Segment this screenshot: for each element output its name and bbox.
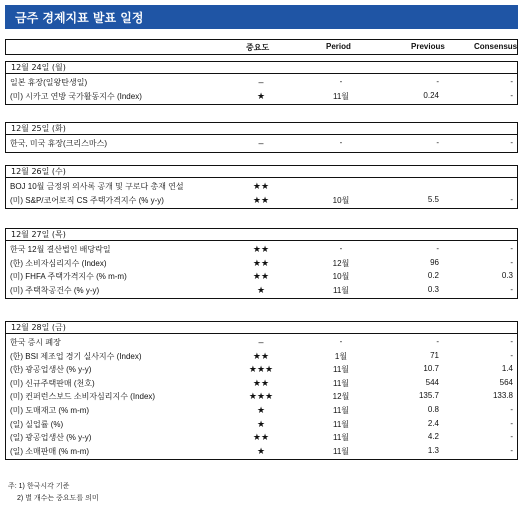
consensus-cell: 0.3 [501,271,513,281]
previous-cell: 10.7 [423,364,439,374]
previous-cell: 2.4 [427,418,439,428]
table-header [5,39,518,55]
previous-cell: - [436,337,439,346]
period-cell: 1월 [334,351,348,361]
header-previous: Previous [411,42,445,51]
importance-stars: – [258,77,264,87]
period-cell: 11월 [332,365,350,375]
importance-stars: ★★ [252,377,270,388]
importance-stars: – [258,138,264,148]
previous-cell: 0.2 [427,271,439,281]
footnote-1: 주: 1) 한국시각 기준 [8,483,70,490]
period-cell: 11월 [332,419,350,429]
table-row [6,91,517,102]
importance-stars: ★★ [252,181,270,191]
consensus-cell: - [510,337,513,346]
previous-cell: - [436,244,439,253]
table-row [6,378,517,389]
consensus-cell: 1.4 [501,364,513,374]
header-consensus: Consensus [474,42,518,51]
table-row [6,364,517,375]
day-date: 12월 27일 (목) [11,230,66,239]
previous-cell: 0.8 [427,405,439,414]
importance-stars: ★★ [252,257,270,268]
importance-stars: ★ [256,445,266,456]
day-section [5,228,518,299]
day-date: 12월 24일 (월) [11,63,66,72]
header-importance: 중요도 [246,43,270,52]
table-row [6,405,517,416]
previous-cell: 135.7 [418,391,439,401]
event-name: (일) 광공업생산 (% y-y) [10,433,92,443]
day-section [5,122,518,153]
consensus-cell: - [510,244,513,253]
title-bar [5,5,518,29]
previous-cell: 0.24 [423,90,439,100]
consensus-cell: - [510,257,513,267]
importance-stars: ★ [256,90,266,101]
period-cell: 12월 [332,392,350,402]
consensus-cell: - [510,350,513,360]
importance-stars: ★★★ [248,391,274,402]
event-name: (미) S&P/코어로직 CS 주택가격지수 (% y-y) [10,195,164,205]
table-row [6,285,517,296]
importance-stars: ★ [256,405,266,415]
table-row [6,181,517,192]
consensus-cell: 133.8 [492,391,513,401]
event-name: (미) 시카고 연방 국가활동지수 (Index) [10,91,142,101]
day-header [6,62,517,74]
period-cell: 11월 [332,91,350,101]
previous-cell: 71 [430,350,439,360]
period-cell: - [339,337,343,346]
period-cell: 11월 [332,406,350,415]
event-name: BOJ 10월 금정위 의사록 공개 및 구로다 총재 연설 [10,182,184,191]
importance-stars: – [258,337,264,347]
event-name: (미) 신규주택판매 (천호) [10,378,95,388]
day-header [6,123,517,135]
importance-stars: ★★ [252,244,270,254]
footnote-2: 2) 별 개수는 중요도를 의미 [17,495,99,502]
consensus-cell: - [510,284,513,294]
period-cell: 11월 [332,433,350,443]
period-cell: 10월 [332,195,350,205]
day-header [6,322,517,334]
importance-stars: ★ [256,284,266,295]
previous-cell: 1.3 [427,445,439,455]
day-date: 12월 25일 (화) [11,124,66,133]
table-row [6,391,517,402]
period-cell: 10월 [332,272,350,282]
event-name: (미) 도매재고 (% m-m) [10,406,90,415]
table-row [6,244,517,255]
previous-cell: 4.2 [427,432,439,442]
period-cell: - [339,77,343,86]
day-date: 12월 28일 (금) [11,323,66,332]
day-header [6,229,517,241]
consensus-cell: - [510,194,513,204]
day-section [5,165,518,209]
period-cell: - [339,244,343,253]
event-name: (미) 주택착공건수 (% y-y) [10,285,100,295]
page-title: 금주 경제지표 발표 일정 [15,11,144,25]
previous-cell: 544 [425,377,439,387]
table-row [6,337,517,348]
consensus-cell: - [510,405,513,414]
table-row [6,138,517,149]
period-cell: 11월 [332,285,350,295]
consensus-cell: - [510,138,513,147]
event-name: (미) 컨퍼런스보드 소비자심리지수 (Index) [10,392,156,402]
importance-stars: ★★ [252,432,270,443]
event-name: 한국 12월 결산법인 배당락일 [10,245,111,254]
period-cell: 12월 [332,258,350,268]
consensus-cell: - [510,77,513,86]
event-name: 한국, 미국 휴장(크리스마스) [10,139,108,148]
previous-cell: - [436,138,439,147]
day-section [5,61,518,105]
event-name: (일) 실업률 (%) [10,419,64,429]
event-name: (미) FHFA 주택가격지수 (% m-m) [10,272,127,282]
consensus-cell: 564 [499,377,513,387]
event-name: (일) 소매판매 (% m-m) [10,446,90,456]
importance-stars: ★★★ [248,364,274,375]
consensus-cell: - [510,90,513,100]
table-row [6,271,517,282]
importance-stars: ★ [256,418,266,429]
table-row [6,77,517,88]
table-row [6,432,517,443]
table-row [6,446,517,457]
header-period: Period [326,42,351,51]
day-header [6,166,517,178]
event-name: 일본 휴장(일왕탄생일) [10,78,88,87]
event-name: 한국 증시 폐장 [10,338,61,347]
previous-cell: 5.5 [427,194,439,204]
consensus-cell: - [510,445,513,455]
event-name: (한) 광공업생산 (% y-y) [10,365,92,375]
importance-stars: ★★ [252,194,270,205]
day-section [5,321,518,460]
previous-cell: - [436,77,439,86]
previous-cell: 96 [430,257,439,267]
importance-stars: ★★ [252,350,270,361]
table-row [6,419,517,430]
table-row [6,351,517,362]
previous-cell: 0.3 [427,284,439,294]
table-row [6,195,517,206]
period-cell: - [339,138,343,147]
day-date: 12월 26일 (수) [11,167,66,176]
table-row [6,258,517,269]
consensus-cell: - [510,432,513,442]
event-name: (한) BSI 제조업 경기 실사지수 (Index) [10,351,142,361]
event-name: (한) 소비자심리지수 (Index) [10,258,107,268]
importance-stars: ★★ [252,271,270,282]
period-cell: 11월 [332,446,350,456]
period-cell: 11월 [332,378,350,388]
consensus-cell: - [510,418,513,428]
